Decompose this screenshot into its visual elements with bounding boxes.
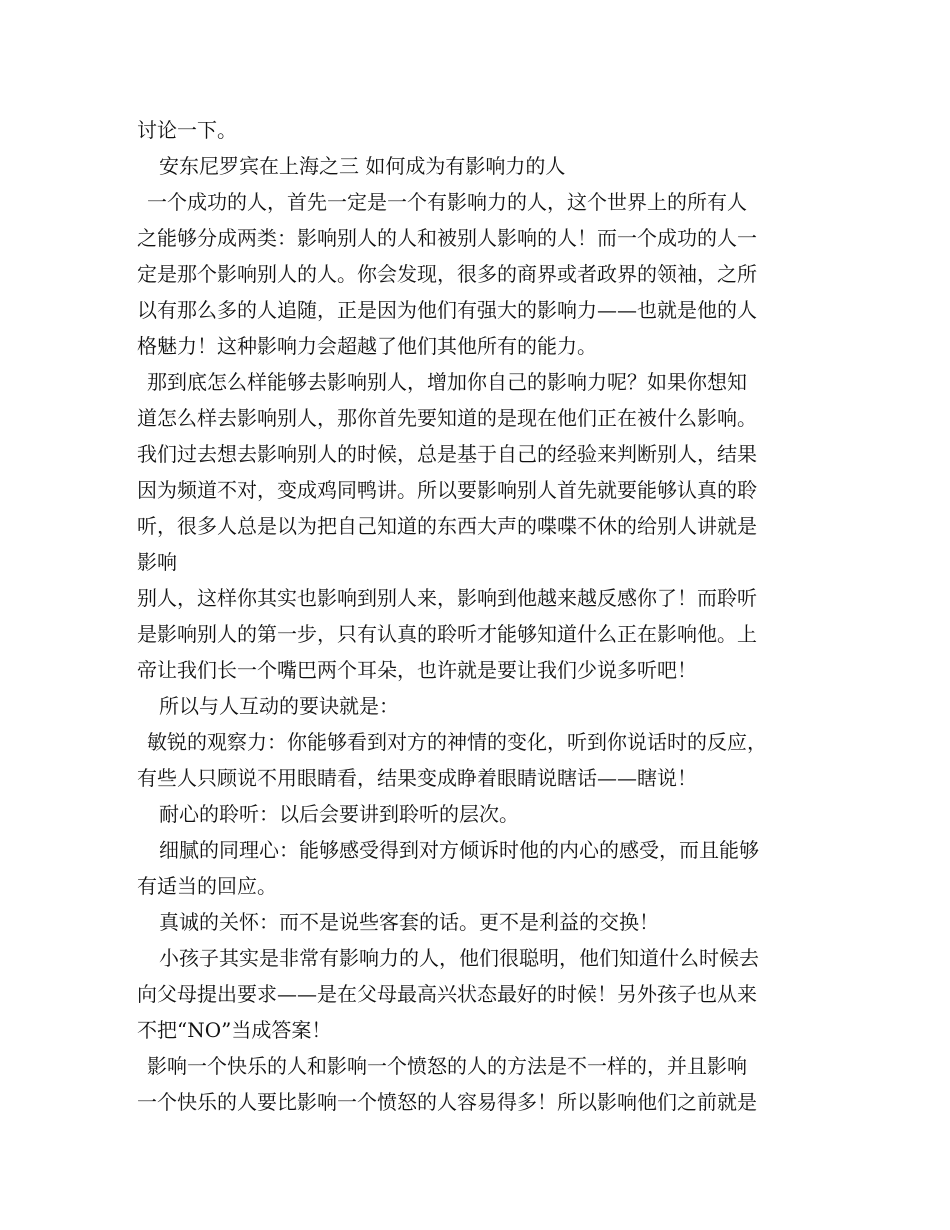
text-line: 那到底怎么样能够去影响别人，增加你自己的影响力呢？如果你想知: [147, 370, 747, 394]
text-line: 不把“NO”当成答案！: [137, 1018, 332, 1042]
document-page: [137, 112, 817, 1120]
text-line: 所以与人互动的要诀就是：: [159, 694, 399, 718]
text-line: 向父母提出要求——是在父母最高兴状态最好的时候！另外孩子也从来: [137, 982, 757, 1006]
text-line: 有适当的回应。: [137, 874, 277, 898]
text-line: 讨论一下。: [137, 118, 237, 142]
text-line: 是影响别人的第一步，只有认真的聆听才能够知道什么正在影响他。上: [137, 622, 757, 646]
text-line: 道怎么样去影响别人，那你首先要知道的是现在他们正在被什么影响。: [137, 406, 757, 430]
text-line: 影响: [137, 550, 177, 574]
text-line: 之能够分成两类：影响别人的人和被别人影响的人！而一个成功的人一: [137, 226, 757, 250]
text-line: 耐心的聆听：以后会要讲到聆听的层次。: [159, 802, 519, 826]
text-line: 影响一个快乐的人和影响一个愤怒的人的方法是不一样的，并且影响: [147, 1054, 747, 1078]
text-line: 帝让我们长一个嘴巴两个耳朵，也许就是要让我们少说多听吧！: [137, 658, 697, 682]
text-line: 定是那个影响别人的人。你会发现，很多的商界或者政界的领袖，之所: [137, 262, 757, 286]
text-line: 敏锐的观察力：你能够看到对方的神情的变化，听到你说话时的反应，: [147, 730, 767, 754]
text-line: 细腻的同理心：能够感受得到对方倾诉时他的内心的感受，而且能够: [159, 838, 759, 862]
text-line: 因为频道不对，变成鸡同鸭讲。所以要影响别人首先就要能够认真的聆: [137, 478, 757, 502]
text-line: 真诚的关怀：而不是说些客套的话。更不是利益的交换！: [159, 910, 659, 934]
text-line: 以有那么多的人追随，正是因为他们有强大的影响力——也就是他的人: [137, 298, 757, 322]
text-line: 一个成功的人，首先一定是一个有影响力的人，这个世界上的所有人: [147, 190, 747, 214]
text-line: 一个快乐的人要比影响一个愤怒的人容易得多！所以影响他们之前就是: [137, 1090, 757, 1114]
text-line: 听，很多人总是以为把自己知道的东西大声的喋喋不休的给别人讲就是: [137, 514, 757, 538]
text-line: 别人，这样你其实也影响到别人来，影响到他越来越反感你了！而聆听: [137, 586, 757, 610]
text-line: 格魅力！这种影响力会超越了他们其他所有的能力。: [137, 334, 597, 358]
text-line: 有些人只顾说不用眼睛看，结果变成睁着眼睛说瞎话——瞎说！: [137, 766, 697, 790]
text-line: 小孩子其实是非常有影响力的人，他们很聪明，他们知道什么时候去: [159, 946, 759, 970]
text-line: 我们过去想去影响别人的时候，总是基于自己的经验来判断别人，结果: [137, 442, 757, 466]
section-heading: 安东尼罗宾在上海之三 如何成为有影响力的人: [159, 154, 566, 178]
